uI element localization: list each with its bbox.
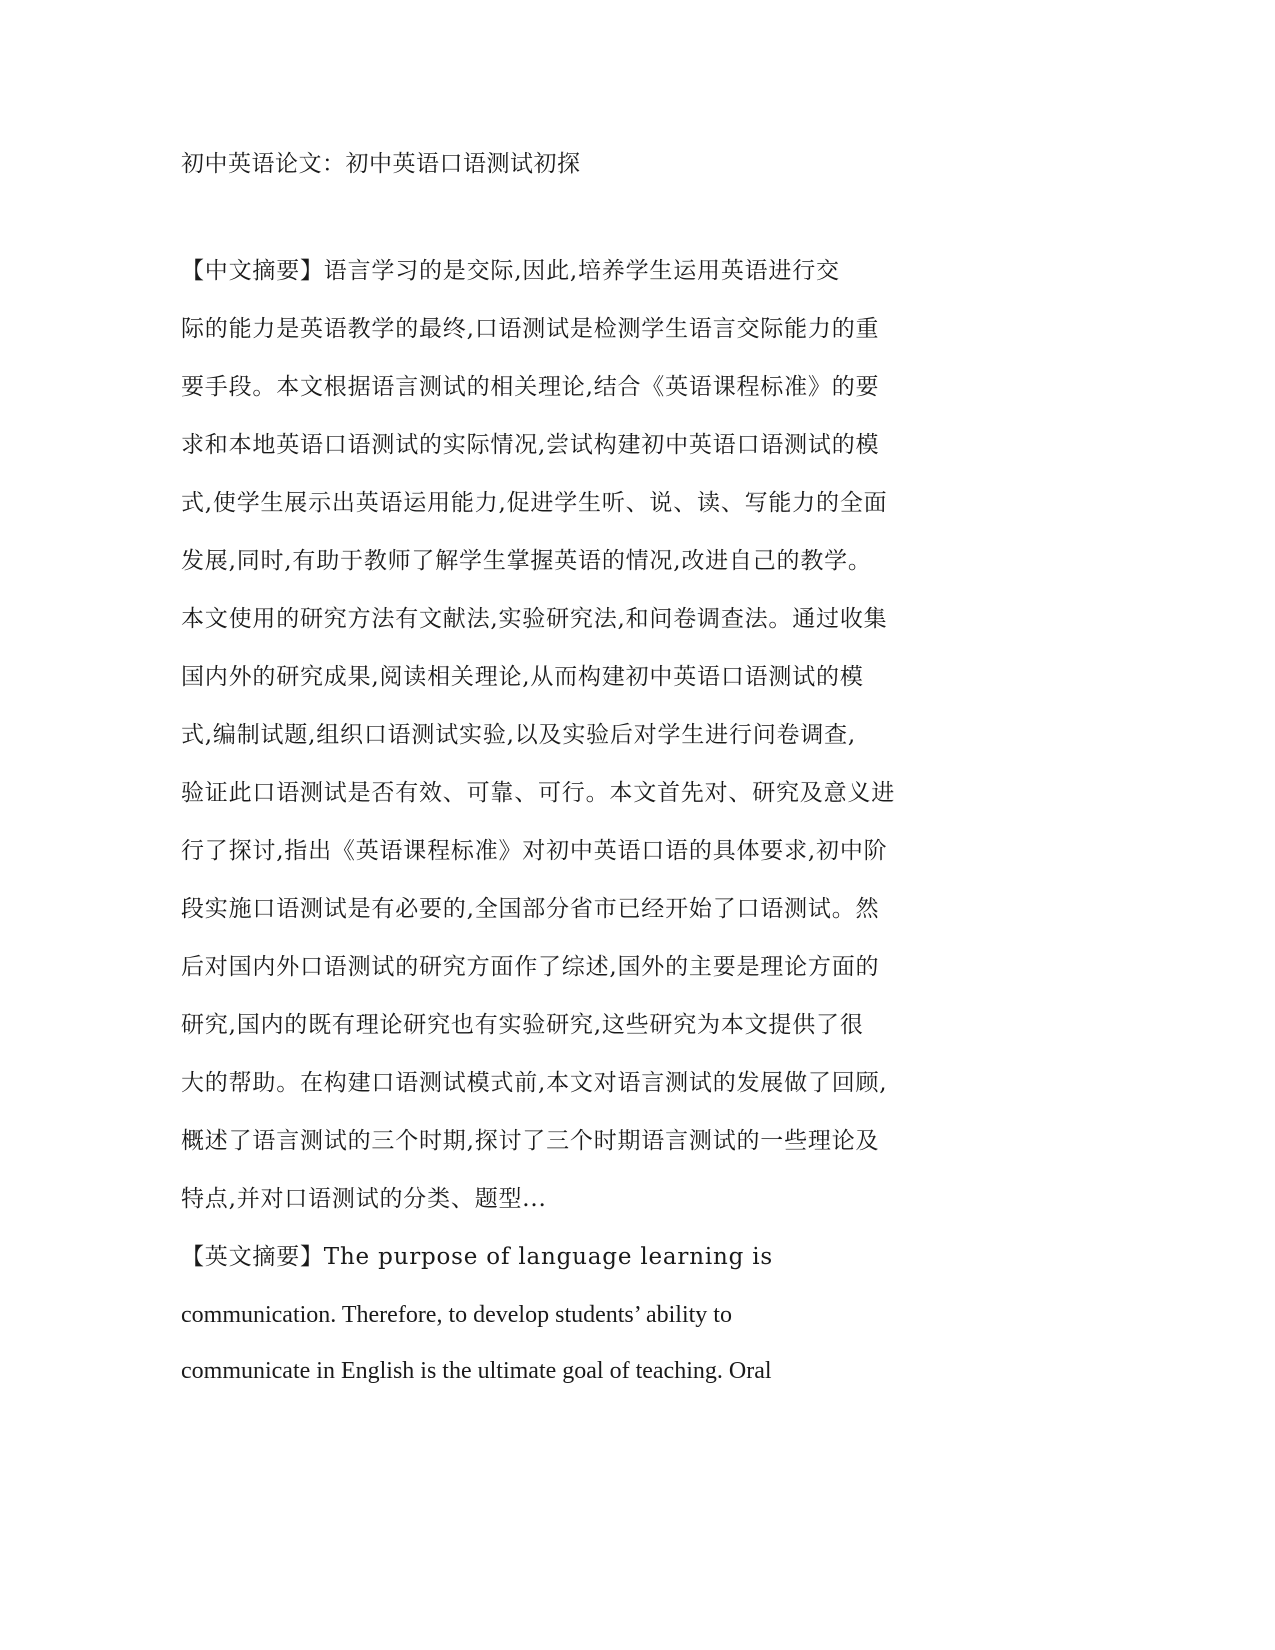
abstract-line: 【中文摘要】语言学习的是交际,因此,培养学生运用英语进行交 (181, 258, 840, 284)
abstract-line: 式,使学生展示出英语运用能力,促进学生听、说、读、写能力的全面 (181, 490, 888, 516)
abstract-line: 行了探讨,指出《英语课程标准》对初中英语口语的具体要求,初中阶 (181, 838, 888, 864)
document-title: 初中英语论文：初中英语口语测试初探 (181, 151, 581, 177)
english-abstract-line: 【英文摘要】The purpose of language learning is (181, 1244, 773, 1270)
abstract-line: 本文使用的研究方法有文献法,实验研究法,和问卷调查法。通过收集 (181, 606, 888, 632)
english-abstract-line: communicate in English is the ultimate goal of teaching. Oral (181, 1358, 772, 1384)
abstract-line: 段实施口语测试是有必要的,全国部分省市已经开始了口语测试。然 (181, 896, 880, 922)
english-abstract-line: communication. Therefore, to develop students’ ability to (181, 1302, 732, 1328)
abstract-line: 求和本地英语口语测试的实际情况,尝试构建初中英语口语测试的模 (181, 432, 880, 458)
abstract-line: 大的帮助。在构建口语测试模式前,本文对语言测试的发展做了回顾, (181, 1070, 888, 1096)
abstract-line: 研究,国内的既有理论研究也有实验研究,这些研究为本文提供了很 (181, 1012, 864, 1038)
abstract-line: 式,编制试题,组织口语测试实验,以及实验后对学生进行问卷调查, (181, 722, 857, 748)
abstract-line: 验证此口语测试是否有效、可靠、可行。本文首先对、研究及意义进 (181, 780, 895, 806)
abstract-line: 发展,同时,有助于教师了解学生掌握英语的情况,改进自己的教学。 (181, 548, 872, 574)
abstract-line: 际的能力是英语教学的最终,口语测试是检测学生语言交际能力的重 (181, 316, 880, 342)
abstract-line: 后对国内外口语测试的研究方面作了综述,国外的主要是理论方面的 (181, 954, 880, 980)
abstract-line: 国内外的研究成果,阅读相关理论,从而构建初中英语口语测试的模 (181, 664, 864, 690)
abstract-line: 概述了语言测试的三个时期,探讨了三个时期语言测试的一些理论及 (181, 1128, 880, 1154)
abstract-line: 要手段。本文根据语言测试的相关理论,结合《英语课程标准》的要 (181, 374, 880, 400)
abstract-line: 特点,并对口语测试的分类、题型... (181, 1186, 547, 1212)
